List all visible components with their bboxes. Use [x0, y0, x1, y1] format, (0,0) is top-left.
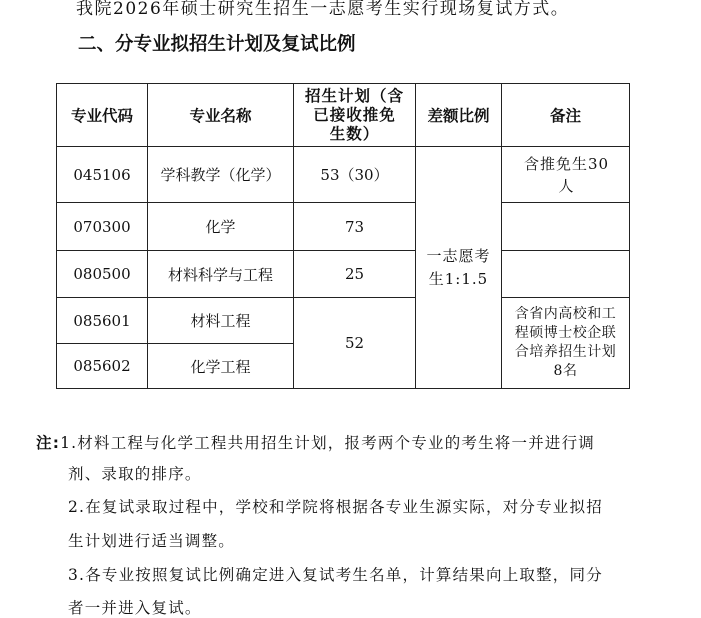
cell-name: 学科教学（化学）	[148, 147, 294, 203]
header-quota-line: 已接收推免	[313, 105, 396, 124]
cell-quota: 25	[294, 251, 416, 298]
cell-remark-empty	[502, 251, 630, 298]
table-row	[57, 298, 630, 344]
header-quota-line: 招生计划（含	[304, 86, 404, 105]
table-row	[57, 251, 630, 298]
enrollment-plan-table	[56, 83, 630, 389]
note-3-first-line: 3.各专业按照复试比例确定进入复试考生名单，计算结果向上取整，同分	[68, 566, 603, 584]
remark-line: 8名	[553, 363, 578, 379]
cell-remark-recommended	[502, 147, 630, 203]
note-1-text: 1.材料工程与化学工程共用招生计划，报考两个专业的考生将一并进行调	[60, 434, 596, 452]
note-2-first-line: 2.在复试录取过程中，学校和学院将根据各专业生源实际，对分专业拟招	[68, 498, 603, 516]
cell-remark-empty	[502, 203, 630, 251]
cell-name: 化学	[148, 203, 294, 251]
note-3-second-line: 者一并进入复试。	[68, 599, 202, 617]
ratio-line: 一志愿考	[426, 246, 491, 265]
table-row	[57, 203, 630, 251]
remark-line: 含推免生30	[523, 155, 610, 173]
cell-code: 085602	[57, 344, 148, 389]
cell-code: 070300	[57, 203, 148, 251]
notes-label: 注:	[36, 434, 61, 452]
cell-name: 化学工程	[148, 344, 294, 389]
cell-code: 080500	[57, 251, 148, 298]
header-code: 专业代码	[57, 84, 148, 147]
cell-ratio	[416, 147, 502, 389]
header-name: 专业名称	[148, 84, 294, 147]
remark-line: 人	[558, 177, 575, 195]
cell-name: 材料工程	[148, 298, 294, 344]
cell-quota: 53（30）	[294, 147, 416, 203]
header-quota	[294, 84, 416, 147]
intro-line: 我院2026年硕士研究生招生一志愿考生实行现场复试方式。	[76, 0, 570, 19]
ratio-line: 生1:1.5	[428, 269, 489, 288]
header-quota-line: 生数）	[329, 124, 380, 143]
cell-code: 085601	[57, 298, 148, 344]
cell-code: 045106	[57, 147, 148, 203]
header-remark: 备注	[502, 84, 630, 147]
remark-line: 含省内高校和工	[514, 306, 617, 322]
cell-quota: 73	[294, 203, 416, 251]
remark-line: 程硕博士校企联	[514, 325, 617, 341]
note-1-second-line: 剂、录取的排序。	[68, 465, 202, 483]
table-header-row	[57, 84, 630, 147]
cell-shared-quota: 52	[294, 298, 416, 389]
table-row	[57, 147, 630, 203]
note-2-second-line: 生计划进行适当调整。	[68, 532, 236, 550]
remark-line: 合培养招生计划	[514, 344, 617, 360]
section-heading: 二、分专业拟招生计划及复试比例	[78, 34, 356, 55]
note-1-first-line	[36, 431, 595, 453]
header-ratio: 差额比例	[416, 84, 502, 147]
cell-remark-joint	[502, 298, 630, 389]
cell-name: 材料科学与工程	[148, 251, 294, 298]
